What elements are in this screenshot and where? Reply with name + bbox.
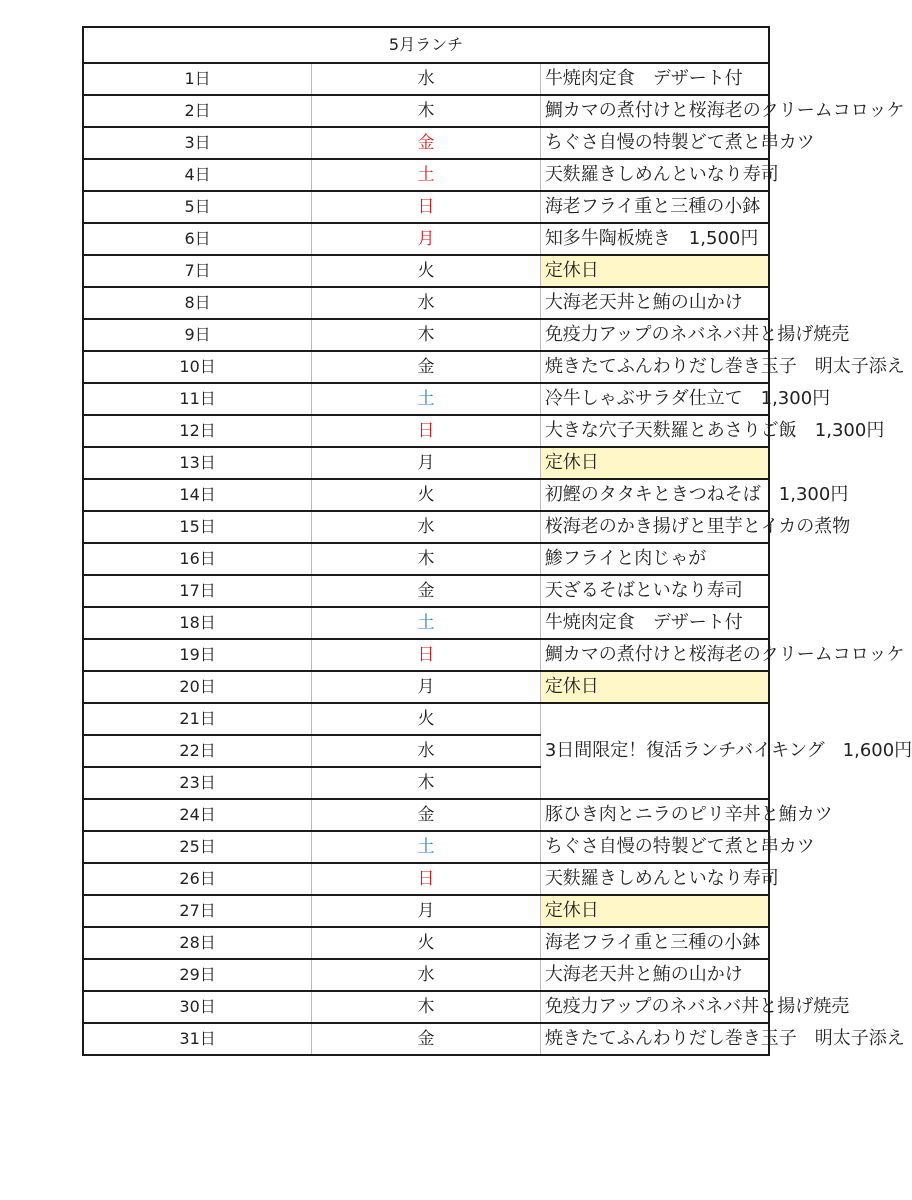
day-of-week-cell: 木: [312, 991, 541, 1023]
date-cell: 14日: [83, 479, 312, 511]
date-cell: 25日: [83, 831, 312, 863]
date-cell: 8日: [83, 287, 312, 319]
menu-row: [83, 831, 769, 863]
day-of-week-cell: 月: [312, 671, 541, 703]
dish-cell: 鯛カマの煮付けと桜海老のクリームコロッケ: [540, 95, 769, 127]
day-of-week-cell: 木: [312, 95, 541, 127]
menu-row: [83, 703, 769, 735]
date-cell: 30日: [83, 991, 312, 1023]
dish-cell: 初鰹のタタキときつねそば 1,300円: [540, 479, 769, 511]
menu-row: [83, 351, 769, 383]
title-row: [83, 27, 769, 63]
dish-cell: 天麩羅きしめんといなり寿司: [540, 159, 769, 191]
day-of-week-cell: 火: [312, 703, 541, 735]
date-cell: 9日: [83, 319, 312, 351]
date-cell: 18日: [83, 607, 312, 639]
day-of-week-cell: 月: [312, 895, 541, 927]
menu-row: [83, 895, 769, 927]
date-cell: 24日: [83, 799, 312, 831]
date-cell: 31日: [83, 1023, 312, 1055]
menu-row: [83, 863, 769, 895]
lunch-menu-body: [83, 27, 912, 1055]
menu-row: [83, 479, 769, 511]
closed-day-cell: 定休日: [540, 671, 769, 703]
day-of-week-cell: 水: [312, 287, 541, 319]
dish-cell: 豚ひき肉とニラのピリ辛丼と鮪カツ: [540, 799, 769, 831]
date-cell: 22日: [83, 735, 312, 767]
dish-cell: 海老フライ重と三種の小鉢: [540, 191, 769, 223]
day-of-week-cell: 月: [312, 447, 541, 479]
closed-day-cell: 定休日: [540, 895, 769, 927]
date-cell: 17日: [83, 575, 312, 607]
dish-cell: 大海老天丼と鮪の山かけ: [540, 287, 769, 319]
date-cell: 1日: [83, 63, 312, 95]
date-cell: 12日: [83, 415, 312, 447]
day-of-week-cell: 火: [312, 255, 541, 287]
dish-cell: 鯛カマの煮付けと桜海老のクリームコロッケ: [540, 639, 769, 671]
closed-day-cell: 定休日: [540, 447, 769, 479]
menu-row: [83, 223, 769, 255]
dish-cell: 免疫力アップのネバネバ丼と揚げ焼売: [540, 319, 769, 351]
menu-row: [83, 799, 769, 831]
date-cell: 23日: [83, 767, 312, 799]
dish-cell: 天麩羅きしめんといなり寿司: [540, 863, 769, 895]
dish-cell: 知多牛陶板焼き 1,500円: [540, 223, 769, 255]
date-cell: 20日: [83, 671, 312, 703]
day-of-week-cell: 金: [312, 799, 541, 831]
date-cell: 27日: [83, 895, 312, 927]
day-of-week-cell: 金: [312, 575, 541, 607]
date-cell: 7日: [83, 255, 312, 287]
menu-row: [83, 671, 769, 703]
dish-cell: ちぐさ自慢の特製どて煮と串カツ: [540, 831, 769, 863]
menu-row: [83, 319, 769, 351]
dish-cell: 牛焼肉定食 デザート付: [540, 63, 769, 95]
date-cell: 15日: [83, 511, 312, 543]
date-cell: 4日: [83, 159, 312, 191]
date-cell: 2日: [83, 95, 312, 127]
day-of-week-cell: 金: [312, 351, 541, 383]
date-cell: 19日: [83, 639, 312, 671]
day-of-week-cell: 火: [312, 927, 541, 959]
day-of-week-cell: 土: [312, 159, 541, 191]
day-of-week-cell: 木: [312, 543, 541, 575]
day-of-week-cell: 土: [312, 831, 541, 863]
dish-cell: ちぐさ自慢の特製どて煮と串カツ: [540, 127, 769, 159]
date-cell: 16日: [83, 543, 312, 575]
dish-cell: 海老フライ重と三種の小鉢: [540, 927, 769, 959]
lunch-menu-table: [82, 26, 912, 1056]
day-of-week-cell: 月: [312, 223, 541, 255]
dish-cell: 焼きたてふんわりだし巻き玉子 明太子添え: [540, 351, 769, 383]
dish-cell: 免疫力アップのネバネバ丼と揚げ焼売: [540, 991, 769, 1023]
day-of-week-cell: 日: [312, 191, 541, 223]
menu-row: [83, 63, 769, 95]
dish-cell: 焼きたてふんわりだし巻き玉子 明太子添え: [540, 1023, 769, 1055]
day-of-week-cell: 日: [312, 415, 541, 447]
day-of-week-cell: 火: [312, 479, 541, 511]
day-of-week-cell: 水: [312, 959, 541, 991]
dish-cell: 鯵フライと肉じゃが: [540, 543, 769, 575]
dish-cell: 冷牛しゃぶサラダ仕立て 1,300円: [540, 383, 769, 415]
date-cell: 21日: [83, 703, 312, 735]
day-of-week-cell: 土: [312, 383, 541, 415]
menu-row: [83, 127, 769, 159]
day-of-week-cell: 水: [312, 735, 541, 767]
day-of-week-cell: 水: [312, 511, 541, 543]
date-cell: 6日: [83, 223, 312, 255]
menu-row: [83, 95, 769, 127]
menu-row: [83, 191, 769, 223]
date-cell: 28日: [83, 927, 312, 959]
day-of-week-cell: 土: [312, 607, 541, 639]
date-cell: 13日: [83, 447, 312, 479]
menu-row: [83, 447, 769, 479]
menu-row: [83, 1023, 769, 1055]
dish-cell: 桜海老のかき揚げと里芋とイカの煮物: [540, 511, 769, 543]
day-of-week-cell: 木: [312, 319, 541, 351]
menu-row: [83, 511, 769, 543]
day-of-week-cell: 日: [312, 639, 541, 671]
dish-cell: 3日間限定！復活ランチバイキング 1,600円: [540, 703, 769, 799]
menu-row: [83, 991, 769, 1023]
day-of-week-cell: 金: [312, 1023, 541, 1055]
date-cell: 5日: [83, 191, 312, 223]
closed-day-cell: 定休日: [540, 255, 769, 287]
menu-row: [83, 383, 769, 415]
day-of-week-cell: 日: [312, 863, 541, 895]
day-of-week-cell: 水: [312, 63, 541, 95]
menu-row: [83, 255, 769, 287]
date-cell: 26日: [83, 863, 312, 895]
menu-title: 5月ランチ: [83, 27, 769, 63]
menu-row: [83, 415, 769, 447]
dish-cell: 大海老天丼と鮪の山かけ: [540, 959, 769, 991]
menu-row: [83, 639, 769, 671]
day-of-week-cell: 金: [312, 127, 541, 159]
dish-cell: 大きな穴子天麩羅とあさりご飯 1,300円: [540, 415, 769, 447]
menu-row: [83, 607, 769, 639]
date-cell: 11日: [83, 383, 312, 415]
menu-row: [83, 575, 769, 607]
dish-cell: 牛焼肉定食 デザート付: [540, 607, 769, 639]
date-cell: 29日: [83, 959, 312, 991]
day-of-week-cell: 木: [312, 767, 541, 799]
menu-row: [83, 959, 769, 991]
date-cell: 10日: [83, 351, 312, 383]
date-cell: 3日: [83, 127, 312, 159]
menu-row: [83, 927, 769, 959]
dish-cell: 天ざるそばといなり寿司: [540, 575, 769, 607]
menu-row: [83, 543, 769, 575]
menu-row: [83, 287, 769, 319]
menu-row: [83, 159, 769, 191]
